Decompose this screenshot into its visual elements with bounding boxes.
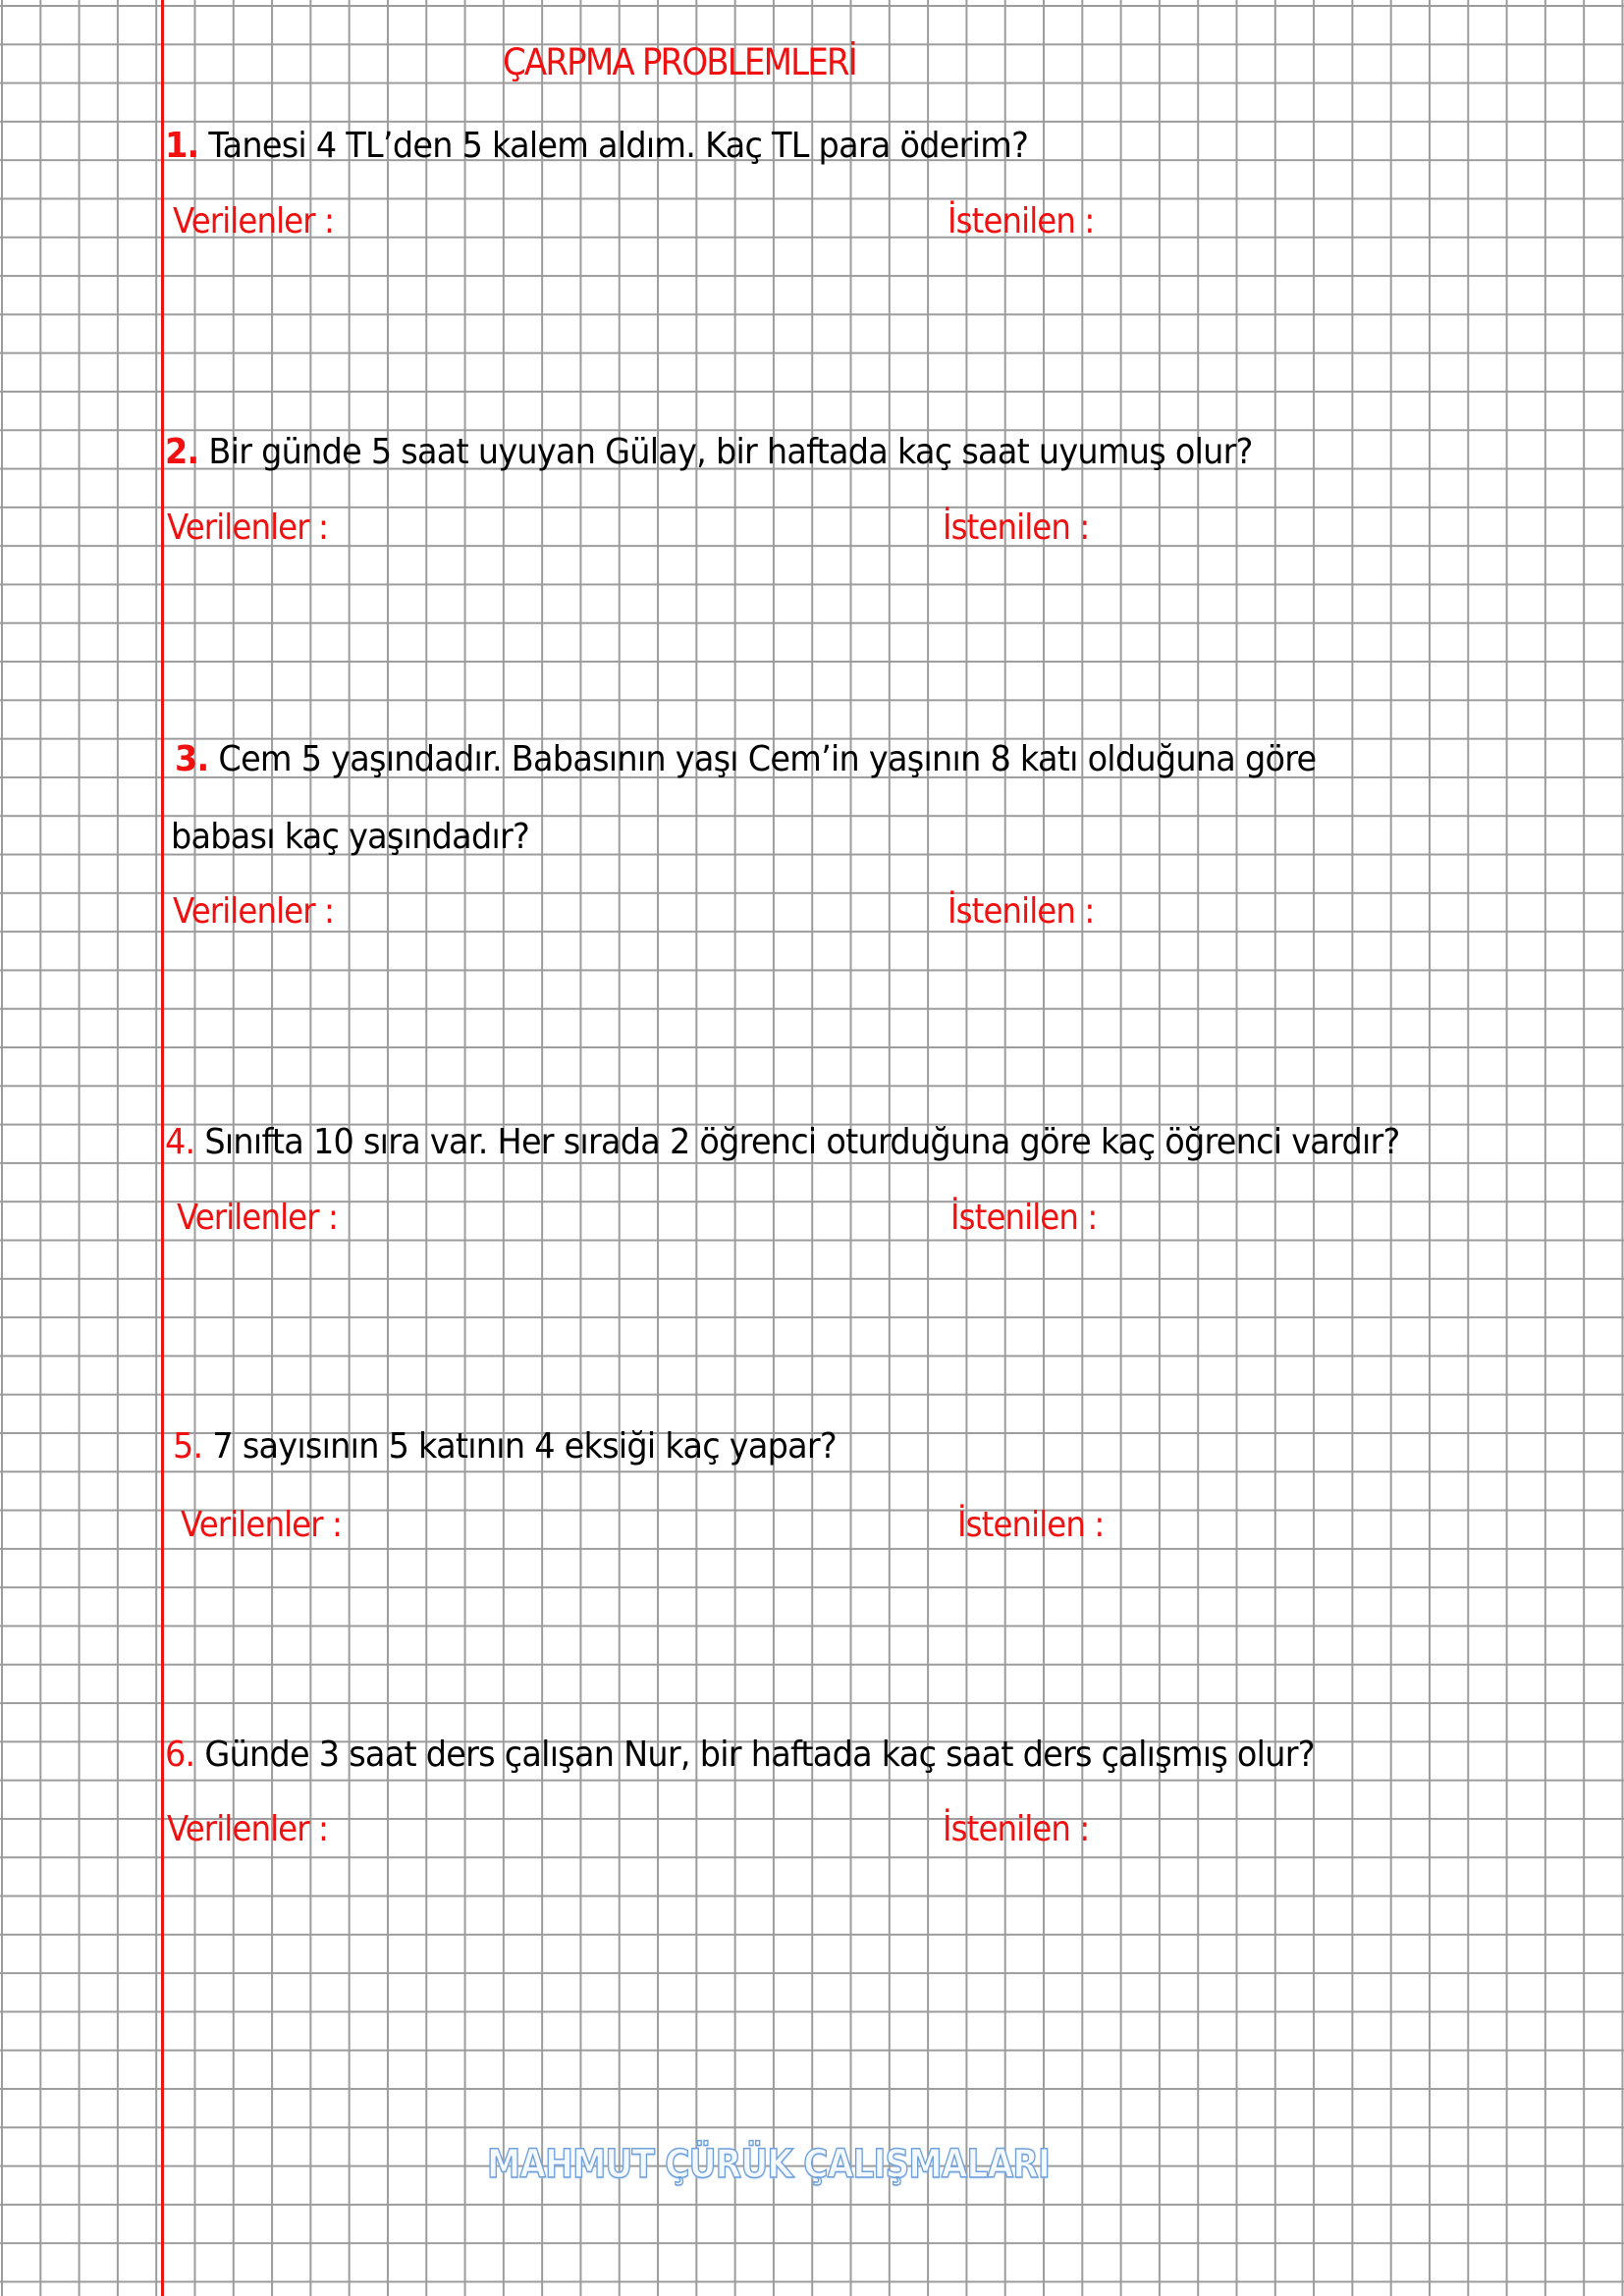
problem-1 — [165, 126, 1028, 166]
asked-label: İstenilen : — [947, 201, 1095, 241]
red-margin-line — [161, 0, 164, 2296]
problem-text: Cem 5 yaşındadır. Babasının yaşı Cem’in yaşının 8 katı olduğuna göre — [218, 739, 1317, 779]
given-label: Verilenler : — [181, 1505, 343, 1545]
problem-3-line-2 — [171, 817, 529, 857]
given-label: Verilenler : — [173, 891, 335, 932]
problem-number: 5. — [173, 1426, 203, 1467]
problem-number: 4. — [165, 1122, 195, 1162]
problem-text: 7 sayısının 5 katının 4 eksiği kaç yapar? — [212, 1426, 837, 1467]
problem-6 — [165, 1735, 1315, 1775]
problem-2 — [165, 432, 1253, 472]
problem-text: Sınıfta 10 sıra var. Her sırada 2 öğrenci oturduğuna göre kaç öğrenci vardır? — [204, 1122, 1400, 1162]
given-label: Verilenler : — [177, 1198, 339, 1238]
problem-text: babası kaç yaşındadır? — [171, 817, 530, 857]
problem-number: 1. — [165, 126, 199, 166]
asked-label: İstenilen : — [957, 1505, 1105, 1545]
given-label: Verilenler : — [173, 201, 335, 241]
asked-label: İstenilen : — [950, 1198, 1098, 1238]
asked-label: İstenilen : — [947, 891, 1095, 932]
problem-number: 2. — [165, 432, 199, 472]
problem-text: Günde 3 saat ders çalışan Nur, bir haftada kaç saat ders çalışmış olur? — [204, 1735, 1315, 1775]
problem-number: 3. — [175, 739, 209, 779]
problem-5 — [173, 1426, 837, 1467]
given-label: Verilenler : — [167, 507, 329, 548]
problem-number: 6. — [165, 1735, 195, 1775]
asked-label: İstenilen : — [943, 1809, 1090, 1849]
problem-text: Bir günde 5 saat uyuyan Gülay, bir haftada kaç saat uyumuş olur? — [208, 432, 1253, 472]
problem-text: Tanesi 4 TL’den 5 kalem aldım. Kaç TL para öderim? — [208, 126, 1029, 166]
problem-4 — [165, 1122, 1400, 1162]
author-watermark: MAHMUT ÇÜRÜK ÇALIŞMALARI — [487, 2142, 1050, 2187]
worksheet-title: ÇARPMA PROBLEMLERİ — [503, 41, 856, 83]
asked-label: İstenilen : — [943, 507, 1090, 548]
given-label: Verilenler : — [167, 1809, 329, 1849]
problem-3 — [175, 739, 1316, 779]
